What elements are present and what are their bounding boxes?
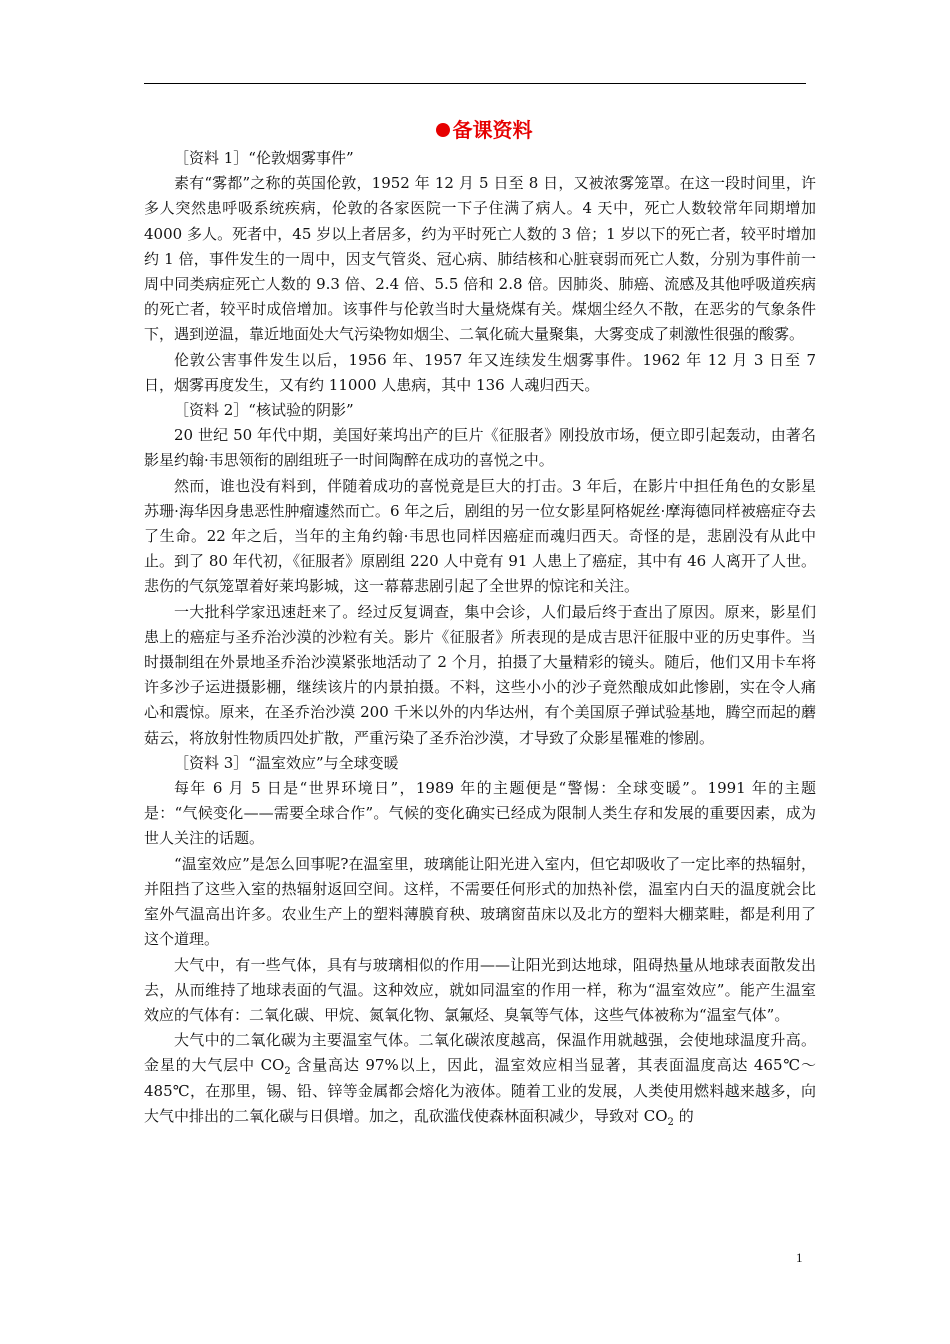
paragraph: “温室效应”是怎么回事呢?在温室里，玻璃能让阳光进入室内，但它却吸收了一定比率的热辐射，并阻挡了这些入室的热辐射返回空间。这样，不需要任何形式的加热补偿，温室内白天的温度就会比室外气温高出许多。农业生产上的塑料薄膜育秧、玻璃窗苗床以及北方的塑料大棚菜畦，都是利用了这个道理。 bbox=[144, 854, 816, 949]
document-page bbox=[144, 116, 816, 1129]
paragraph: 大气中，有一些气体，具有与玻璃相似的作用——让阳光到达地球，阻碍热量从地球表面散发出去，从而维持了地球表面的气温。这种效应，就如同温室的作用一样，称为“温室效应”。能产生温室效应的气体有：二氧化碳、甲烷、氮氧化物、氯氟烃、臭氧等气体，这些气体被称为“温室气体”。 bbox=[144, 955, 816, 1024]
paragraph: 然而，谁也没有料到，伴随着成功的喜悦竟是巨大的打击。3 年后，在影片中担任角色的女影星苏珊·海华因身患恶性肿瘤遽然而亡。6 年之后，剧组的另一位女影星阿格妮丝·摩海德同样被癌症夺去了生命。22 年之后，当年的主角约翰·韦思也同样因癌症而魂归西天。奇怪的是，悲剧没有从此中止。到了 80 年代初，《征服者》原剧组 220 人中竟有 91 人患上了癌症，其中有 46 人离开了人世。悲伤的气氛笼罩着好莱坞影城，这一幕幕悲剧引起了全世界的惊诧和关注。 bbox=[144, 476, 816, 596]
section-heading-1: ［资料 1］“伦敦烟雾事件” bbox=[174, 149, 354, 167]
section-heading-3: ［资料 3］“温室效应”与全球变暖 bbox=[174, 753, 399, 772]
subscript: 2 bbox=[667, 1116, 674, 1128]
paragraph: 素有“雾都”之称的英国伦敦，1952 年 12 月 5 日至 8 日，又被浓雾笼罩。在这一段时间里，许多人突然患呼吸系统疾病，伦敦的各家医院一下子住满了病人。4 天中，死亡人数较常年同期增加 4000 多人。死者中，45 岁以上者居多，约为平时死亡人数的 3 倍；1 岁以下的死亡者，较平时增加约 1 倍，事件发生的一周中，因支气管炎、冠心病、肺结核和心脏衰弱而死亡人数，分别为事件前一周中同类病症死亡人数的 9.3 倍、2.4 倍、5.5 倍和 2.8 倍。因肺炎、肺癌、流感及其他呼吸道疾病的死亡者，较平时成倍增加。该事件与伦敦当时大量烧煤有关。煤烟尘经久不散，在恶劣的气象条件下，遇到逆温，靠近地面处大气污染物如烟尘、二氧化硫大量聚集，大雾变成了刺激性很强的酸雾。 bbox=[144, 174, 816, 344]
paragraph: 一大批科学家迅速赶来了。经过反复调查，集中会诊，人们最后终于查出了原因。原来，影星们患上的癌症与圣乔治沙漠的沙粒有关。影片《征服者》所表现的是成吉思汗征服中亚的历史事件。当时摄制组在外景地圣乔治沙漠紧张地活动了 2 个月，拍摄了大量精彩的镜头。随后，他们又用卡车将许多沙子运进摄影棚，继续该片的内景拍摄。不料，这些小小的沙子竟然酿成如此惨剧，实在令人痛心和震惊。原来，在圣乔治沙漠 200 千米以外的内华达州，有个美国原子弹试验基地，腾空而起的蘑菇云，将放射性物质四处扩散，严重污染了圣乔治沙漠，才导致了众影星罹难的惨剧。 bbox=[144, 602, 816, 747]
section-heading-2: ［资料 2］“核试验的阴影” bbox=[174, 401, 354, 420]
paragraph: 20 世纪 50 年代中期，美国好莱坞出产的巨片《征服者》刚投放市场，便立即引起轰动，由著名影星约翰·韦思领衔的剧组班子一时间陶醉在成功的喜悦之中。 bbox=[144, 426, 816, 470]
paragraph: 伦敦公害事件发生以后，1956 年、1957 年又连续发生烟雾事件。1962 年 12 月 3 日至 7 日，烟雾再度发生，又有约 11000 人患病，其中 136 人魂归西天。 bbox=[144, 350, 816, 394]
text-run: 含量高达 97%以上，因此，温室效应相当显著，其表面温度高达 465℃～485℃，在那里，锡、铅、锌等金属都会熔化为液体。随着工业的发展，人类使用燃料越来越多，向大气中排出的二氧化碳与日俱增。加之，乱砍滥伐使森林面积减少，导致对 CO bbox=[144, 1056, 817, 1125]
title-text: 备课资料 bbox=[452, 118, 533, 142]
paragraph: 每年 6 月 5 日是“世界环境日”，1989 年的主题便是“警惕：全球变暖”。1991 年的主题是：“气候变化——需要全球合作”。气候的变化确实已经成为限制人类生存和发展的重要因素，成为世人关注的话题。 bbox=[144, 779, 816, 848]
paragraph-last bbox=[144, 1028, 816, 1129]
subscript: 2 bbox=[284, 1066, 291, 1078]
page-number: 1 bbox=[796, 1250, 803, 1265]
header-rule bbox=[144, 83, 806, 84]
text-run: 大气中的二氧化碳为主要温室气体。二氧化碳浓度越高，保温作用就越强，会使地球温度升高。金星的大气层中 CO bbox=[144, 1031, 816, 1075]
bullet-dot-icon bbox=[436, 123, 450, 137]
document-title bbox=[144, 116, 816, 144]
text-run: 的 bbox=[673, 1106, 694, 1125]
